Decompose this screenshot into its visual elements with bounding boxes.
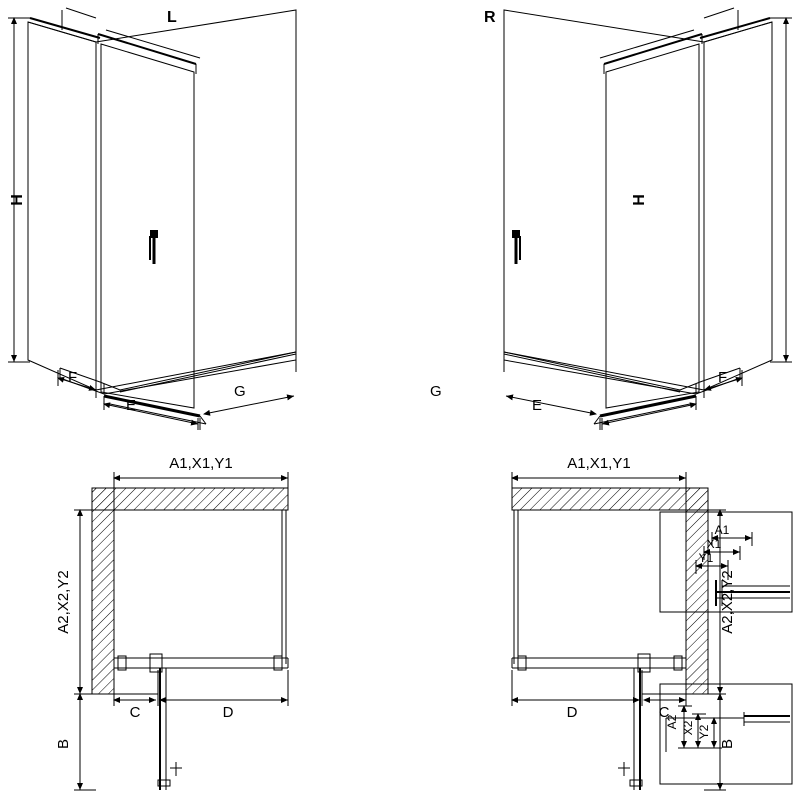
iso-left-label-g: G — [234, 383, 246, 400]
plan-left-dim-d: D — [222, 704, 234, 721]
plan-right-dim-d: D — [566, 704, 578, 721]
iso-left-height-label: H — [9, 194, 26, 206]
plan-left-top-dim: A1,X1,Y1 — [169, 455, 233, 472]
plan-right-side-dim: A2,X2,Y2 — [719, 570, 736, 634]
detail-bottom-label-y2: Y2 — [697, 724, 711, 740]
plan-right-swing-dim: B — [719, 738, 736, 750]
iso-right-height-label: H — [631, 194, 648, 206]
plan-right-top-dim: A1,X1,Y1 — [567, 455, 631, 472]
detail-top-label-y1: Y1 — [698, 551, 714, 565]
iso-left-label-f: F — [68, 369, 78, 386]
iso-left-label-e: E — [126, 397, 137, 414]
iso-right-label-f: F — [718, 369, 728, 386]
detail-bottom-label-a2: A2 — [665, 714, 679, 730]
detail-top-label-x1: X1 — [706, 537, 722, 551]
plan-left-dim-c: C — [129, 704, 141, 721]
plan-left-side-dim: A2,X2,Y2 — [55, 570, 72, 634]
iso-right-label-e: E — [532, 397, 543, 414]
plan-right-dim-c: C — [658, 704, 670, 721]
iso-left-variant-label: L — [167, 9, 177, 26]
detail-top-label-a1: A1 — [714, 523, 730, 537]
iso-right-variant-label: R — [484, 9, 496, 26]
plan-left-swing-dim: B — [55, 738, 72, 750]
detail-bottom-label-x2: X2 — [681, 720, 695, 736]
iso-right-label-g: G — [430, 383, 442, 400]
